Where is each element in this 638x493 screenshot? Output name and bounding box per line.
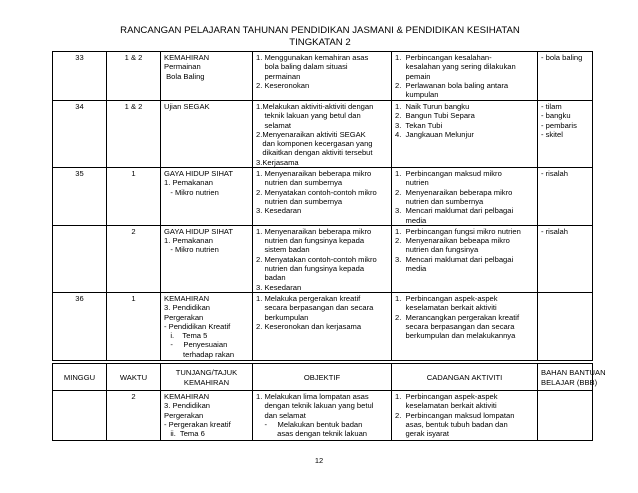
cell-cadangan-line: nutrien bbox=[395, 178, 429, 188]
cell-cadangan-line: 3. Tekan Tubi bbox=[395, 120, 443, 130]
cell-objektif-line: - Melakukan bentuk badan bbox=[256, 419, 363, 429]
cell-tunjang-line: - Pergerakan kreatif bbox=[164, 419, 231, 429]
cell-bahan-line: - bola baling bbox=[541, 53, 583, 62]
cell-cadangan-line: 2. Perbincangan maksud lompatan bbox=[395, 410, 515, 420]
cell-objektif-line: 2.Menyenaraikan aktiviti SEGAK bbox=[256, 129, 366, 139]
cell-tunjang-line: - Mikro nutrien bbox=[164, 187, 219, 197]
cell-cadangan bbox=[392, 292, 538, 360]
cell-objektif-line: berkumpulan bbox=[256, 312, 309, 322]
cell-objektif bbox=[253, 391, 392, 441]
cell-objektif-line: nutrien dan sumbernya bbox=[256, 196, 343, 206]
cell-tunjang bbox=[161, 391, 253, 441]
cell-tunjang bbox=[161, 101, 253, 168]
cell-objektif-line: 1.Melakukan aktiviti-aktiviti dengan bbox=[256, 102, 374, 111]
cell-cadangan-line: keselamatan berkait aktiviti bbox=[395, 401, 497, 411]
cell-cadangan-line: 1. Naik Turun bangku bbox=[395, 102, 470, 111]
cell-bahan-line: - tilam bbox=[541, 102, 562, 111]
cell-cadangan-line: 1. Perbincangan fungsi mikro nutrien bbox=[395, 226, 521, 236]
cell-tunjang-line: Permainan bbox=[164, 62, 201, 72]
cell-waktu: 2 bbox=[107, 225, 161, 292]
lesson-plan-table-top bbox=[52, 51, 593, 361]
header-tunjang-line-1: TUNJANG/TAJUK bbox=[175, 368, 238, 378]
cell-objektif-line: dan selamat bbox=[256, 410, 306, 420]
table-row bbox=[53, 101, 593, 168]
cell-objektif bbox=[253, 101, 392, 168]
cell-objektif bbox=[253, 52, 392, 101]
cell-tunjang-line: - Pendidikan Kreatif bbox=[164, 321, 231, 331]
cell-cadangan-line: 1. Perbincangan maksud mikro bbox=[395, 169, 502, 179]
cell-tunjang-line: 1. Pemakanan bbox=[164, 178, 213, 188]
cell-minggu: 33 bbox=[53, 52, 107, 101]
cell-objektif-line: dengan teknik lakuan yang betul bbox=[256, 401, 374, 411]
cell-tunjang-line: Pergerakan bbox=[164, 410, 204, 420]
cell-cadangan-line: 1. Perbincangan aspek-aspek bbox=[395, 392, 498, 401]
cell-objektif-line: asas dengan teknik lakuan bbox=[256, 429, 368, 439]
table-row bbox=[53, 391, 593, 441]
table-row bbox=[53, 292, 593, 360]
header-minggu: MINGGU bbox=[53, 364, 107, 391]
cell-objektif-line: 2. Menyatakan contoh-contoh mikro bbox=[256, 254, 377, 264]
cell-cadangan-line: berkumpulan dan melakukannya bbox=[395, 331, 516, 341]
header-tunjang-line-2: KEMAHIRAN bbox=[183, 377, 230, 387]
cell-waktu: 1 bbox=[107, 168, 161, 226]
cell-tunjang bbox=[161, 52, 253, 101]
cell-tunjang-line: GAYA HIDUP SIHAT bbox=[164, 226, 234, 236]
cell-minggu bbox=[53, 225, 107, 292]
cell-tunjang-line: GAYA HIDUP SIHAT bbox=[164, 169, 234, 179]
header-cadangan: CADANGAN AKTIVITI bbox=[392, 364, 538, 391]
cell-cadangan-line: secara berpasangan dan secara bbox=[395, 321, 515, 331]
title-line-2: TINGKATAN 2 bbox=[289, 36, 351, 48]
cell-objektif-line: nutrien dan fungsinya kepada bbox=[256, 264, 365, 274]
cell-cadangan-line: nutrien dan sumbernya bbox=[395, 196, 484, 206]
header-bahan-line-1: BAHAN BANTUAN bbox=[541, 368, 606, 378]
cell-objektif-line: 1. Melakukan lima lompatan asas bbox=[256, 392, 369, 401]
cell-minggu: 35 bbox=[53, 168, 107, 226]
cell-cadangan-line: 2. Bangun Tubi Separa bbox=[395, 111, 475, 121]
cell-cadangan bbox=[392, 101, 538, 168]
cell-objektif-line: secara berpasangan dan secara bbox=[256, 303, 374, 313]
cell-tunjang-line: - Penyesuaian bbox=[164, 340, 228, 350]
header-objektif: OBJEKTIF bbox=[253, 364, 392, 391]
cell-tunjang-line: KEMAHIRAN bbox=[164, 392, 210, 401]
cell-cadangan-line: 2. Perlawanan bola baling antara bbox=[395, 80, 509, 90]
cell-cadangan-line: 3. Mencari maklumat dari pelbagai bbox=[395, 254, 514, 264]
cell-cadangan bbox=[392, 391, 538, 441]
cell-cadangan-line: media bbox=[395, 215, 427, 225]
cell-objektif-line: 1. Melakuka pergerakan kreatif bbox=[256, 293, 361, 303]
lesson-plan-table-bottom bbox=[52, 363, 606, 441]
cell-cadangan-line: nutrien dan fungsinya bbox=[395, 245, 479, 255]
cell-tunjang bbox=[161, 292, 253, 360]
cell-cadangan bbox=[392, 168, 538, 226]
cell-cadangan-line: kesalahan yang sering dilakukan bbox=[395, 62, 516, 72]
cell-cadangan-line: gerak isyarat bbox=[395, 429, 450, 439]
cell-cadangan-line: 3. Mencari maklumat dari pelbagai bbox=[395, 206, 514, 216]
cell-minggu: 34 bbox=[53, 101, 107, 168]
cell-tunjang-line: 3. Pendidikan bbox=[164, 401, 211, 411]
cell-tunjang-line: Pergerakan bbox=[164, 312, 204, 322]
cell-tunjang-line: 3. Pendidikan bbox=[164, 303, 211, 313]
cell-tunjang bbox=[161, 225, 253, 292]
table-header-row bbox=[53, 364, 593, 391]
header-bahan-line-2: BELAJAR (BBB) bbox=[541, 377, 598, 387]
cell-cadangan-line: pemain bbox=[395, 71, 431, 81]
cell-minggu bbox=[53, 391, 107, 441]
cell-cadangan-line: 2. Menyenaraikan bebeapa mikro bbox=[395, 236, 510, 246]
cell-cadangan-line: kumpulan bbox=[395, 90, 439, 100]
header-waktu: WAKTU bbox=[107, 364, 161, 391]
cell-cadangan-line: 1. Perbincangan aspek-aspek bbox=[395, 293, 498, 303]
header-bahan bbox=[538, 364, 606, 391]
cell-objektif-line: selamat bbox=[256, 120, 292, 130]
cell-waktu: 1 & 2 bbox=[107, 52, 161, 101]
cell-bahan-line: - bangku bbox=[541, 111, 571, 121]
cell-objektif-line: nutrien dan sumbernya bbox=[256, 178, 343, 188]
cell-objektif-line: 2. Menyatakan contoh-contoh mikro bbox=[256, 187, 377, 197]
cell-bahan-line: - risalah bbox=[541, 226, 569, 236]
table-row bbox=[53, 225, 593, 292]
page-number: 12 bbox=[314, 456, 324, 465]
cell-cadangan-line: keselamatan berkait aktiviti bbox=[395, 303, 497, 313]
cell-cadangan bbox=[392, 52, 538, 101]
header-tunjang bbox=[161, 364, 253, 391]
cell-bahan bbox=[538, 168, 593, 226]
cell-waktu: 2 bbox=[107, 391, 161, 441]
cell-objektif-line: 3. Kesedaran bbox=[256, 206, 302, 216]
cell-objektif bbox=[253, 168, 392, 226]
cell-tunjang-line: terhadap rakan bbox=[164, 349, 235, 359]
cell-cadangan bbox=[392, 225, 538, 292]
cell-tunjang-line: ii. Tema 6 bbox=[164, 429, 205, 439]
table-row bbox=[53, 168, 593, 226]
cell-objektif-line: 2. Keseronokan bbox=[256, 80, 310, 90]
cell-bahan bbox=[538, 292, 593, 360]
cell-tunjang-line: Bola Baling bbox=[164, 71, 205, 81]
title-line-1: RANCANGAN PELAJARAN TAHUNAN PENDIDIKAN JASMANI & PENDIDIKAN KESIHATAN bbox=[120, 25, 520, 36]
cell-waktu: 1 & 2 bbox=[107, 101, 161, 168]
cell-cadangan-line: 1. Perbincangan kesalahan- bbox=[395, 53, 492, 62]
cell-tunjang-line: 1. Pemakanan bbox=[164, 236, 213, 246]
cell-objektif-line: 3. Kesedaran bbox=[256, 282, 302, 292]
cell-bahan bbox=[538, 101, 593, 168]
cell-minggu: 36 bbox=[53, 292, 107, 360]
cell-bahan-line: - skitel bbox=[541, 129, 563, 139]
cell-objektif-line: 1. Menyenaraikan beberapa mikro bbox=[256, 169, 372, 179]
cell-objektif-line: nutrien dan fungsinya kepada bbox=[256, 236, 365, 246]
cell-waktu: 1 bbox=[107, 292, 161, 360]
cell-bahan-line: - pembaris bbox=[541, 120, 577, 130]
cell-cadangan-line: media bbox=[395, 264, 427, 274]
cell-tunjang bbox=[161, 168, 253, 226]
cell-tunjang-line: Ujian SEGAK bbox=[164, 102, 210, 111]
cell-objektif-line: permainan bbox=[256, 71, 301, 81]
cell-bahan bbox=[538, 225, 593, 292]
page-title bbox=[60, 25, 580, 48]
cell-objektif bbox=[253, 292, 392, 360]
cell-cadangan-line: 2. Menyenaraikan beberapa mikro bbox=[395, 187, 513, 197]
cell-bahan bbox=[538, 52, 593, 101]
cell-objektif-line: bola baling dalam situasi bbox=[256, 62, 348, 72]
cell-tunjang-line: KEMAHIRAN bbox=[164, 53, 210, 62]
cell-cadangan-line: asas, bentuk tubuh badan dan bbox=[395, 419, 508, 429]
cell-objektif bbox=[253, 225, 392, 292]
cell-cadangan-line: 2. Merancangkan pergerakan kreatif bbox=[395, 312, 520, 322]
cell-objektif-line: dan komponen kecergasan yang bbox=[256, 139, 373, 149]
cell-bahan bbox=[538, 391, 593, 441]
cell-objektif-line: 1. Menggunakan kemahiran asas bbox=[256, 53, 369, 62]
cell-tunjang-line: - Mikro nutrien bbox=[164, 245, 219, 255]
cell-tunjang-line: i. Tema 5 bbox=[164, 331, 208, 341]
cell-objektif-line: 1. Menyenaraikan beberapa mikro bbox=[256, 226, 372, 236]
cell-objektif-line: sistem badan bbox=[256, 245, 310, 255]
cell-bahan-line: - risalah bbox=[541, 169, 569, 179]
cell-objektif-line: dikaitkan dengan aktiviti tersebut bbox=[256, 148, 373, 158]
cell-objektif-line: 2. Keseronokan dan kerjasama bbox=[256, 321, 362, 331]
cell-objektif-line: 3.Kerjasama bbox=[256, 157, 299, 167]
cell-tunjang-line: KEMAHIRAN bbox=[164, 293, 210, 303]
cell-cadangan-line: 4. Jangkauan Melunjur bbox=[395, 129, 474, 139]
cell-objektif-line: teknik lakuan yang betul dan bbox=[256, 111, 361, 121]
table-row bbox=[53, 52, 593, 101]
cell-objektif-line: badan bbox=[256, 273, 286, 283]
